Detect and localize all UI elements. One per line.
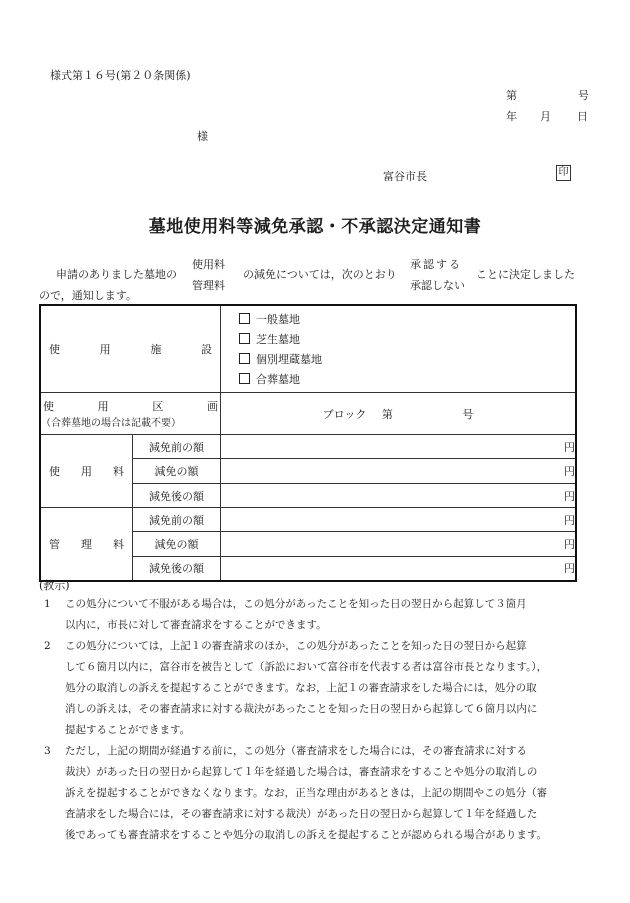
note-line <box>39 636 599 657</box>
note-line <box>39 804 599 825</box>
note-text: して６箇月以内に，富谷市を被告として（訴訟において富谷市を代表する者は富谷市長となります。）， <box>65 661 548 673</box>
addressee-suffix: 様 <box>197 130 208 143</box>
note-text: 提起することができます。 <box>65 724 191 736</box>
note-line <box>39 741 599 762</box>
intro-text-part4: ので，通知します。 <box>39 289 137 302</box>
facility-option-individual[interactable]: 個別埋蔵墓地 <box>239 350 575 370</box>
fee-option-usage: 使用料 <box>192 258 225 271</box>
issuer-name: 富谷市長 <box>383 170 427 183</box>
section-label-char: 画 <box>206 400 218 413</box>
checkbox-icon[interactable] <box>239 313 250 324</box>
block-number-label: 第 <box>381 407 393 421</box>
note-text: 査請求をした場合には，その審査請求に対する裁決）があった日の翌日から起算して１年を経過した <box>65 808 538 820</box>
section-label <box>41 398 220 414</box>
checkbox-icon[interactable] <box>239 373 250 384</box>
facility-label-char: 設 <box>200 343 212 356</box>
note-line <box>39 615 599 636</box>
fee-option-management: 管理料 <box>192 279 225 292</box>
note-text: ただし，上記の期間が経過する前に，この処分（審査請求をした場合には，その審査請求に対する <box>65 745 527 757</box>
management-fee-label-char: 管 <box>49 537 60 551</box>
note-text: この処分について不服がある場合は，この処分があったことを知った日の翌日から起算して３箇月 <box>65 598 527 610</box>
management-after-amount[interactable]: 円 <box>221 557 577 581</box>
section-label-char: 使 <box>43 400 54 413</box>
note-text: 消しの訴えは，その審査請求に対する裁決があったことを知った日の翌日から起算して６箇月以内に <box>65 703 538 715</box>
management-reduction-label: 減免の額 <box>133 532 221 557</box>
checkbox-icon[interactable] <box>239 333 250 344</box>
date-day-label: 日 <box>577 110 588 123</box>
note-number: 1 <box>44 598 51 610</box>
usage-after-label: 減免後の額 <box>133 484 221 508</box>
document-title: 墓地使用料等減免承認・不承認決定通知書 <box>148 217 482 237</box>
note-line <box>39 762 599 783</box>
facility-option-communal[interactable]: 合葬墓地 <box>239 370 575 390</box>
document-number-suffix: 号 <box>578 89 589 102</box>
date-year-label: 年 <box>506 110 517 123</box>
facility-label <box>41 341 220 357</box>
date-month-label: 月 <box>540 110 551 123</box>
facility-row <box>40 305 576 393</box>
section-label-char: 用 <box>97 400 109 413</box>
facility-options-cell <box>221 305 577 393</box>
note-line <box>39 699 599 720</box>
facility-options <box>221 306 575 392</box>
note-text: この処分については，上記１の審査請求のほか，この処分があったことを知った日の翌日から起算 <box>65 640 527 652</box>
approval-option-reject: 承認しない <box>410 279 465 292</box>
facility-label-char: 使 <box>49 343 60 356</box>
management-after-label: 減免後の額 <box>133 557 221 581</box>
intro-text-part2: の減免については，次のとおり <box>243 268 397 281</box>
usage-fee-label-char: 料 <box>113 465 124 478</box>
management-fee-label-cell <box>40 508 133 581</box>
usage-before-amount[interactable]: 円 <box>221 435 577 459</box>
block-label: ブロック <box>322 407 367 421</box>
note-line <box>39 657 599 678</box>
note-text: 後であっても審査請求をすることや処分の取消しの訴えを提起することが認められる場合があります。 <box>65 829 548 841</box>
note-line <box>39 825 599 846</box>
management-fee-label-char: 理 <box>81 537 92 551</box>
note-line <box>39 678 599 699</box>
notes-heading: (教示) <box>39 579 70 592</box>
usage-fee-label-cell <box>40 435 133 508</box>
note-line <box>39 720 599 741</box>
document-number-label: 第 <box>506 89 517 102</box>
block-number-cell[interactable] <box>221 393 577 435</box>
management-fee-before-row <box>40 508 576 532</box>
usage-fee-label-char: 用 <box>81 465 92 478</box>
section-label-char: 区 <box>152 400 164 413</box>
section-label-cell <box>40 393 221 435</box>
usage-reduction-label: 減免の額 <box>133 459 221 484</box>
note-text: 処分の取消しの訴えを提起することができます。なお，上記１の審査請求をした場合には，処分の取 <box>65 682 537 694</box>
reduction-details-table <box>39 304 577 582</box>
management-fee-label-char: 料 <box>113 537 124 551</box>
facility-label-char: 用 <box>99 343 111 356</box>
note-line <box>39 783 599 804</box>
checkbox-icon[interactable] <box>239 353 250 364</box>
block-number-suffix: 号 <box>462 407 474 421</box>
facility-label-cell <box>40 305 221 393</box>
seal-box: 印 <box>556 165 571 181</box>
management-before-label: 減免前の額 <box>133 508 221 532</box>
usage-fee-label-char: 使 <box>49 465 60 478</box>
management-fee-label <box>41 536 132 552</box>
note-text: 裁決）があった日の翌日から起算して１年を経過した場合は，審査請求をすることや処分の取消しの <box>65 766 538 778</box>
note-number: 2 <box>44 640 51 652</box>
note-line <box>39 594 599 615</box>
note-number: 3 <box>44 745 51 757</box>
facility-option-general[interactable]: 一般墓地 <box>239 310 575 330</box>
usage-reduction-amount[interactable]: 円 <box>221 459 577 484</box>
usage-fee-before-row <box>40 435 576 459</box>
management-reduction-amount[interactable]: 円 <box>221 532 577 557</box>
note-text: 訴えを提起することができなくなります。なお，正当な理由があるときは，上記の期間やこの処分（審 <box>65 787 548 799</box>
form-number: 様式第１６号(第２０条関係) <box>50 69 191 82</box>
management-before-amount[interactable]: 円 <box>221 508 577 532</box>
approval-option-approve: 承認する <box>410 258 462 271</box>
facility-option-lawn[interactable]: 芝生墓地 <box>239 330 575 350</box>
facility-label-char: 施 <box>150 343 162 356</box>
intro-text-part3: ことに決定しました <box>476 268 575 281</box>
usage-fee-label <box>41 463 132 479</box>
usage-before-label: 減免前の額 <box>133 435 221 459</box>
notes-list <box>39 594 599 846</box>
section-note: （合葬墓地の場合は記載不要） <box>41 418 181 429</box>
note-text: 以内に，市長に対して審査請求をすることができます。 <box>65 619 327 631</box>
section-row <box>40 393 576 435</box>
intro-text-part1: 申請のありました墓地の <box>56 268 177 281</box>
usage-after-amount[interactable]: 円 <box>221 484 577 508</box>
